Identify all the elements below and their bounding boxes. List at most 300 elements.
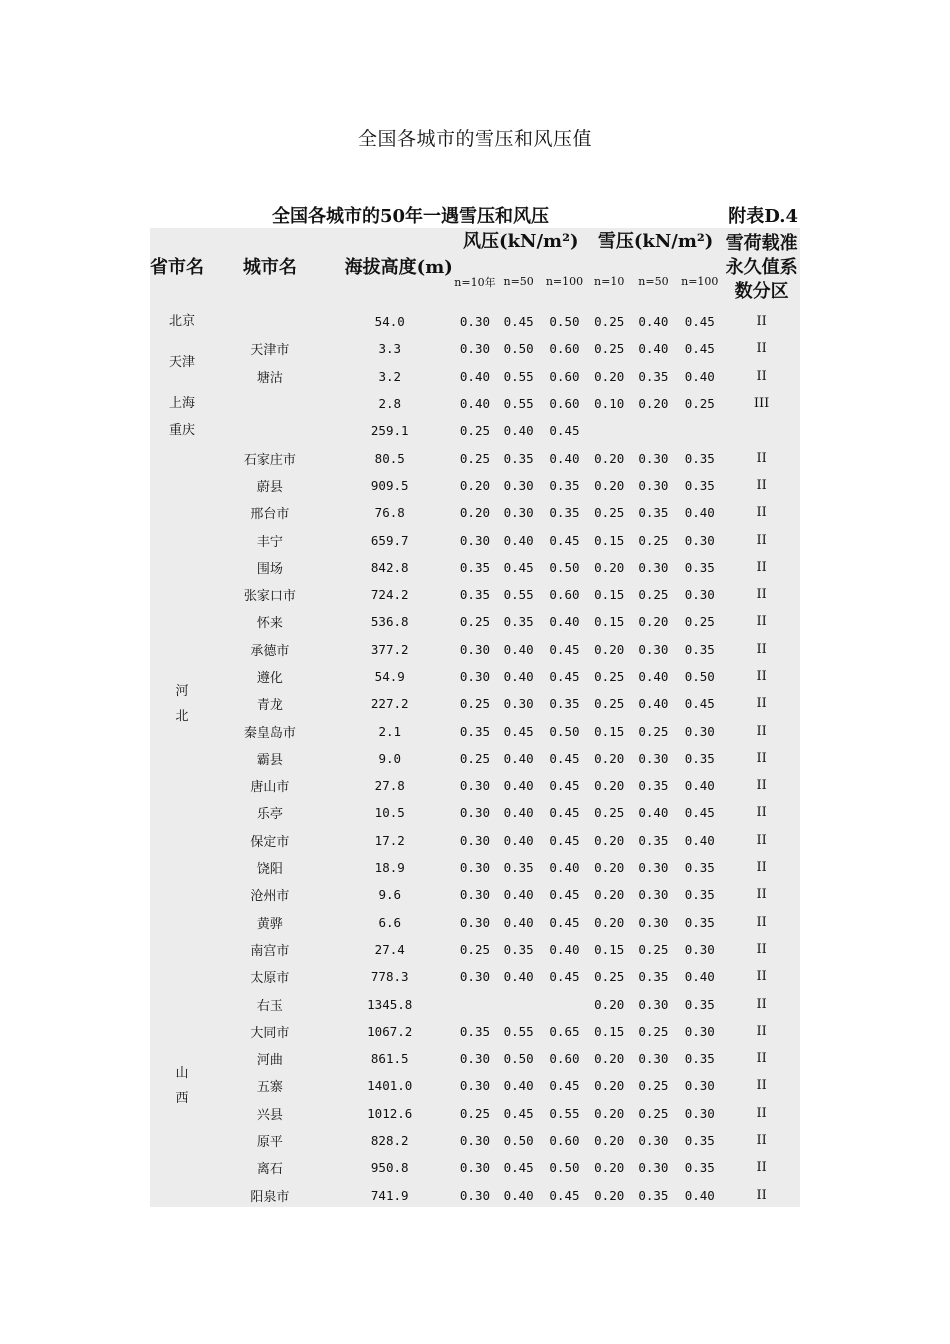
s10-cell: 0.20 (594, 914, 625, 930)
s10-cell: 0.25 (594, 969, 625, 985)
s10-cell: 0.20 (594, 368, 625, 384)
s100-cell: 0.35 (684, 1160, 715, 1176)
header-province: 省市名 (150, 257, 204, 278)
s100-cell: 0.45 (684, 805, 715, 821)
zone-cell: II (756, 450, 767, 466)
w50-cell: 0.50 (503, 1133, 534, 1149)
altitude-cell: 659.7 (370, 532, 409, 548)
w10-cell: 0.30 (459, 860, 491, 876)
city-cell: 承德市 (250, 643, 290, 659)
w100-cell: 0.45 (549, 532, 580, 548)
s100-cell: 0.40 (684, 778, 715, 794)
zone-cell: II (756, 750, 767, 766)
table-row (150, 417, 800, 444)
s10-cell: 0.20 (594, 996, 625, 1012)
altitude-cell: 27.4 (374, 941, 405, 957)
table-row (150, 772, 800, 799)
s100-cell: 0.40 (684, 969, 715, 985)
w50-cell: 0.35 (503, 450, 534, 466)
w10-cell: 0.30 (459, 1133, 491, 1149)
w50-cell: 0.40 (503, 778, 534, 794)
w100-cell: 0.60 (549, 1133, 580, 1149)
s50-cell: 0.30 (638, 559, 669, 575)
city-cell: 霸县 (256, 752, 283, 768)
zone-cell: II (756, 805, 767, 821)
w100-cell: 0.45 (549, 778, 580, 794)
province-cell: 北京 (168, 314, 195, 330)
w10-cell: 0.30 (459, 832, 491, 848)
w100-cell: 0.45 (549, 750, 580, 766)
w10-cell: 0.30 (459, 1160, 491, 1176)
table-row (150, 799, 800, 826)
city-cell (214, 417, 326, 444)
header-wind-pressure: 风压(kN/m²) (463, 231, 579, 252)
table-row (150, 1127, 800, 1154)
s100-cell: 0.35 (684, 559, 715, 575)
city-cell: 阳泉市 (250, 1189, 290, 1205)
s10-cell: 0.10 (594, 396, 625, 412)
s100-cell (676, 417, 723, 444)
altitude-cell: 1401.0 (367, 1078, 413, 1094)
w10-cell: 0.30 (459, 805, 491, 821)
s50-cell: 0.25 (638, 723, 669, 739)
zone-cell: II (756, 1187, 767, 1203)
city-cell (214, 390, 326, 417)
zone-cell: II (756, 587, 767, 603)
s50-cell: 0.25 (638, 941, 669, 957)
s10-cell: 0.20 (594, 641, 625, 657)
zone-cell: II (756, 614, 767, 630)
s100-cell: 0.25 (684, 396, 715, 412)
city-cell: 原平 (256, 1135, 283, 1151)
table-row (150, 363, 800, 390)
w100-cell: 0.45 (549, 969, 580, 985)
table-row (150, 990, 800, 1017)
city-cell: 保定市 (250, 834, 290, 850)
altitude-cell: 76.8 (374, 505, 405, 521)
s100-cell: 0.50 (684, 669, 715, 684)
zone-cell: II (756, 314, 767, 330)
province-cell: 河 北 (175, 683, 189, 724)
altitude-cell: 741.9 (370, 1187, 409, 1203)
s100-cell: 0.35 (684, 1051, 715, 1067)
s100-cell: 0.30 (684, 532, 715, 548)
w50-cell: 0.40 (503, 832, 534, 848)
s100-cell: 0.35 (684, 641, 715, 657)
city-cell: 唐山市 (250, 780, 290, 796)
s10-cell: 0.15 (594, 587, 625, 603)
table-row (150, 1018, 800, 1045)
city-cell: 邢台市 (250, 507, 290, 523)
w50-cell: 0.40 (503, 669, 534, 684)
s10-cell: 0.25 (594, 314, 625, 330)
s10-cell: 0.20 (594, 860, 625, 876)
w100-cell: 0.60 (549, 368, 580, 384)
s100-cell: 0.30 (684, 941, 715, 957)
s50-cell: 0.20 (638, 614, 669, 630)
s50-cell: 0.40 (638, 341, 669, 357)
zone-cell: II (756, 368, 767, 384)
s50-cell: 0.30 (638, 641, 669, 657)
altitude-cell: 861.5 (370, 1051, 409, 1067)
zone-cell: II (756, 969, 767, 985)
w10-cell: 0.30 (459, 532, 491, 548)
zone-cell: II (756, 1078, 767, 1094)
s100-cell: 0.35 (684, 860, 715, 876)
s100-cell: 0.30 (684, 723, 715, 739)
altitude-cell: 842.8 (370, 559, 409, 575)
w50-cell: 0.45 (503, 723, 534, 739)
table-reference: 附表D.4 (728, 206, 798, 227)
w50-cell: 0.40 (503, 969, 534, 985)
w10-cell: 0.30 (459, 641, 491, 657)
table-row (150, 499, 800, 526)
table-row (150, 390, 800, 417)
city-cell: 兴县 (256, 1107, 283, 1123)
altitude-cell: 6.6 (378, 914, 402, 930)
altitude-cell: 227.2 (370, 696, 409, 712)
s10-cell (588, 417, 631, 444)
w50-cell: 0.55 (503, 1023, 534, 1039)
page-title: 全国各城市的雪压和风压值 (357, 128, 592, 150)
data-table-container (150, 228, 800, 1207)
altitude-cell: 17.2 (374, 832, 405, 848)
province-cell: 山 西 (175, 1065, 189, 1106)
table-row (150, 1154, 800, 1181)
s10-cell: 0.15 (594, 1023, 625, 1039)
w10-cell: 0.30 (459, 341, 491, 357)
s10-cell: 0.20 (594, 1187, 625, 1203)
w50-cell: 0.40 (503, 423, 534, 439)
s10-cell: 0.20 (594, 1160, 625, 1176)
s100-cell: 0.40 (684, 1187, 715, 1203)
altitude-cell: 2.1 (378, 723, 402, 739)
w10-cell: 0.35 (459, 559, 491, 575)
w50-cell: 0.40 (503, 887, 534, 903)
w100-cell: 0.50 (549, 559, 580, 575)
table-row (150, 526, 800, 553)
province-cell: 上海 (168, 396, 195, 412)
altitude-cell: 377.2 (370, 641, 409, 657)
city-cell: 饶阳 (256, 862, 283, 878)
w50-cell: 0.35 (503, 941, 534, 957)
altitude-cell: 3.2 (378, 368, 402, 384)
s100-cell: 0.30 (684, 1105, 715, 1121)
table-row (150, 936, 800, 963)
w10-cell: 0.25 (459, 423, 491, 439)
s10-cell: 0.20 (594, 1105, 625, 1121)
s50-cell: 0.30 (638, 477, 669, 493)
w50-cell: 0.40 (503, 1187, 534, 1203)
city-cell: 黄骅 (256, 916, 283, 932)
s10-cell: 0.20 (594, 750, 625, 766)
w100-cell: 0.45 (549, 669, 580, 684)
table-row (150, 308, 800, 335)
zone-cell: II (756, 1023, 767, 1039)
altitude-cell: 724.2 (370, 587, 409, 603)
w10-cell: 0.20 (459, 505, 491, 521)
s50-cell: 0.25 (638, 1023, 669, 1039)
w10-cell: 0.30 (459, 1078, 491, 1094)
zone-cell: II (756, 641, 767, 657)
w50-cell: 0.40 (503, 532, 534, 548)
w100-cell: 0.40 (549, 860, 580, 876)
zone-cell: II (756, 832, 767, 848)
s50-cell: 0.30 (638, 1160, 669, 1176)
zone-cell: II (756, 505, 767, 521)
s100-cell: 0.35 (684, 996, 715, 1012)
zone-cell: II (756, 860, 767, 876)
s50-cell: 0.40 (638, 669, 669, 684)
w100-cell: 0.65 (549, 1023, 580, 1039)
w10-cell: 0.30 (459, 778, 491, 794)
city-cell: 遵化 (256, 671, 283, 686)
s50-cell: 0.20 (638, 396, 669, 412)
city-cell: 右玉 (256, 998, 283, 1014)
table-row (150, 1072, 800, 1099)
w10-cell: 0.25 (459, 614, 491, 630)
city-cell: 张家口市 (243, 589, 296, 605)
altitude-cell: 2.8 (378, 396, 402, 412)
table-row (150, 444, 800, 471)
zone-cell: II (756, 1160, 767, 1176)
w50-cell: 0.50 (503, 1051, 534, 1067)
s50-cell: 0.35 (638, 505, 669, 521)
altitude-cell: 1067.2 (367, 1023, 413, 1039)
table-row (150, 745, 800, 772)
w10-cell: 0.25 (459, 696, 491, 712)
w10-cell: 0.30 (459, 669, 491, 684)
altitude-cell: 950.8 (370, 1160, 409, 1176)
zone-cell (723, 417, 800, 444)
zone-cell: II (756, 477, 767, 493)
s100-cell: 0.45 (684, 314, 715, 330)
table-row (150, 335, 800, 362)
w100-cell: 0.45 (549, 914, 580, 930)
s100-cell: 0.40 (684, 505, 715, 521)
w50-cell: 0.40 (503, 805, 534, 821)
zone-cell: II (756, 1051, 767, 1067)
zone-cell: II (756, 996, 767, 1012)
table-row (150, 1182, 800, 1209)
altitude-cell: 10.5 (374, 805, 405, 821)
table-row (150, 963, 800, 990)
snow-wind-table (150, 228, 800, 1209)
w100-cell: 0.50 (549, 1160, 580, 1176)
s100-cell: 0.35 (684, 1133, 715, 1149)
s50-cell: 0.30 (638, 450, 669, 466)
s50-cell: 0.25 (638, 1078, 669, 1094)
altitude-cell: 828.2 (370, 1133, 409, 1149)
zone-cell: II (756, 887, 767, 903)
header-snow-n50: n=50 (638, 275, 669, 288)
w100-cell: 0.50 (549, 314, 580, 330)
header-wind-n100: n=100 (545, 275, 584, 288)
zone-cell: II (756, 559, 767, 575)
s10-cell: 0.20 (594, 477, 625, 493)
table-body (150, 308, 800, 1209)
w50-cell: 0.40 (503, 641, 534, 657)
w100-cell: 0.45 (549, 1187, 580, 1203)
city-cell: 石家庄市 (243, 452, 296, 468)
w10-cell: 0.35 (459, 587, 491, 603)
city-cell: 围场 (256, 561, 283, 577)
table-row (150, 608, 800, 635)
s50-cell: 0.30 (638, 914, 669, 930)
table-row (150, 636, 800, 663)
w50-cell: 0.40 (503, 914, 534, 930)
altitude-cell: 1345.8 (367, 996, 413, 1012)
altitude-cell: 259.1 (370, 423, 409, 439)
s50-cell: 0.30 (638, 1051, 669, 1067)
s50-cell: 0.35 (638, 832, 669, 848)
w100-cell: 0.50 (549, 723, 580, 739)
w50-cell: 0.55 (503, 368, 534, 384)
city-cell: 沧州市 (250, 889, 290, 905)
s50-cell: 0.40 (638, 805, 669, 821)
city-cell: 离石 (256, 1162, 283, 1178)
s50-cell: 0.40 (638, 696, 669, 712)
header-city: 城市名 (242, 257, 297, 278)
s100-cell: 0.30 (684, 587, 715, 603)
city-cell: 青龙 (256, 698, 283, 714)
altitude-cell: 54.9 (374, 669, 405, 684)
s50-cell: 0.25 (638, 532, 669, 548)
w10-cell: 0.35 (459, 723, 491, 739)
city-cell (214, 308, 326, 335)
w100-cell: 0.35 (549, 696, 580, 712)
altitude-cell: 909.5 (370, 477, 409, 493)
city-cell: 河曲 (256, 1053, 283, 1069)
s50-cell: 0.25 (638, 587, 669, 603)
s10-cell: 0.20 (594, 559, 625, 575)
s100-cell: 0.45 (684, 341, 715, 357)
header-wind-n10: n=10年 (454, 275, 496, 289)
city-cell: 大同市 (250, 1025, 290, 1041)
s10-cell: 0.25 (594, 669, 625, 684)
altitude-cell: 18.9 (374, 860, 405, 876)
table-row (150, 472, 800, 499)
s50-cell: 0.30 (638, 750, 669, 766)
s100-cell: 0.35 (684, 450, 715, 466)
s50-cell: 0.35 (638, 778, 669, 794)
w10-cell: 0.25 (459, 750, 491, 766)
city-cell: 天津市 (250, 343, 290, 359)
header-snow-n100: n=100 (681, 275, 719, 288)
zone-cell: II (756, 669, 767, 684)
zone-cell: II (756, 941, 767, 957)
w100-cell: 0.45 (549, 641, 580, 657)
s10-cell: 0.20 (594, 887, 625, 903)
s100-cell: 0.25 (684, 614, 715, 630)
table-row (150, 554, 800, 581)
table-row (150, 827, 800, 854)
city-cell: 丰宁 (256, 534, 283, 550)
s100-cell: 0.45 (684, 696, 715, 712)
s100-cell: 0.35 (684, 887, 715, 903)
s10-cell: 0.20 (594, 832, 625, 848)
table-row (150, 881, 800, 908)
city-cell: 塘沽 (256, 370, 283, 386)
w100-cell: 0.60 (549, 396, 580, 412)
w100-cell: 0.60 (549, 587, 580, 603)
zone-cell: II (756, 341, 767, 357)
s10-cell: 0.15 (594, 614, 625, 630)
zone-cell: II (756, 914, 767, 930)
s100-cell: 0.40 (684, 368, 715, 384)
table-header (150, 228, 800, 308)
s10-cell: 0.15 (594, 941, 625, 957)
w10-cell: 0.30 (459, 887, 491, 903)
w10-cell: 0.25 (459, 450, 491, 466)
s10-cell: 0.25 (594, 805, 625, 821)
s50-cell: 0.25 (638, 1105, 669, 1121)
table-row (150, 1045, 800, 1072)
header-altitude: 海拔高度(m) (344, 257, 453, 278)
w100-cell: 0.45 (549, 423, 580, 439)
altitude-cell: 536.8 (370, 614, 409, 630)
w10-cell: 0.30 (459, 969, 491, 985)
altitude-cell: 54.0 (374, 314, 405, 330)
w50-cell: 0.55 (503, 587, 534, 603)
altitude-cell: 9.6 (378, 887, 402, 903)
w100-cell: 0.45 (549, 832, 580, 848)
altitude-cell: 9.0 (378, 750, 402, 766)
altitude-cell: 80.5 (374, 450, 405, 466)
s10-cell: 0.20 (594, 450, 625, 466)
table-row (150, 690, 800, 717)
zone-cell: III (753, 396, 770, 412)
s100-cell: 0.30 (684, 1078, 715, 1094)
w50-cell: 0.30 (503, 696, 534, 712)
table-row (150, 581, 800, 608)
s50-cell: 0.35 (638, 368, 669, 384)
w10-cell: 0.30 (459, 314, 491, 330)
s50-cell: 0.30 (638, 887, 669, 903)
table-row (150, 854, 800, 881)
table-row (150, 663, 800, 690)
s100-cell: 0.35 (684, 914, 715, 930)
s10-cell: 0.20 (594, 1078, 625, 1094)
w50-cell: 0.45 (503, 559, 534, 575)
table-caption (150, 202, 800, 228)
w50-cell: 0.45 (503, 314, 534, 330)
w50-cell: 0.40 (503, 750, 534, 766)
s10-cell: 0.25 (594, 505, 625, 521)
w10-cell: 0.20 (459, 477, 491, 493)
header-zone: 雪荷载准永久值系数分区 (725, 233, 798, 302)
province-cell: 重庆 (168, 423, 195, 439)
altitude-cell: 3.3 (378, 341, 402, 357)
s10-cell: 0.15 (594, 723, 625, 739)
s10-cell: 0.20 (594, 1133, 625, 1149)
w50-cell: 0.55 (503, 396, 534, 412)
w50-cell: 0.45 (503, 1105, 534, 1121)
zone-cell: II (756, 723, 767, 739)
city-cell: 太原市 (250, 971, 290, 987)
w50-cell: 0.30 (503, 505, 534, 521)
city-cell: 五寨 (256, 1080, 283, 1096)
zone-cell: II (756, 696, 767, 712)
s10-cell: 0.15 (594, 532, 625, 548)
table-title: 全国各城市的50年一遇雪压和风压 (272, 206, 550, 227)
table-row (150, 717, 800, 744)
s100-cell: 0.35 (684, 750, 715, 766)
w100-cell: 0.35 (549, 505, 580, 521)
w100-cell: 0.45 (549, 805, 580, 821)
w50-cell: 0.35 (503, 860, 534, 876)
w50-cell: 0.35 (503, 614, 534, 630)
